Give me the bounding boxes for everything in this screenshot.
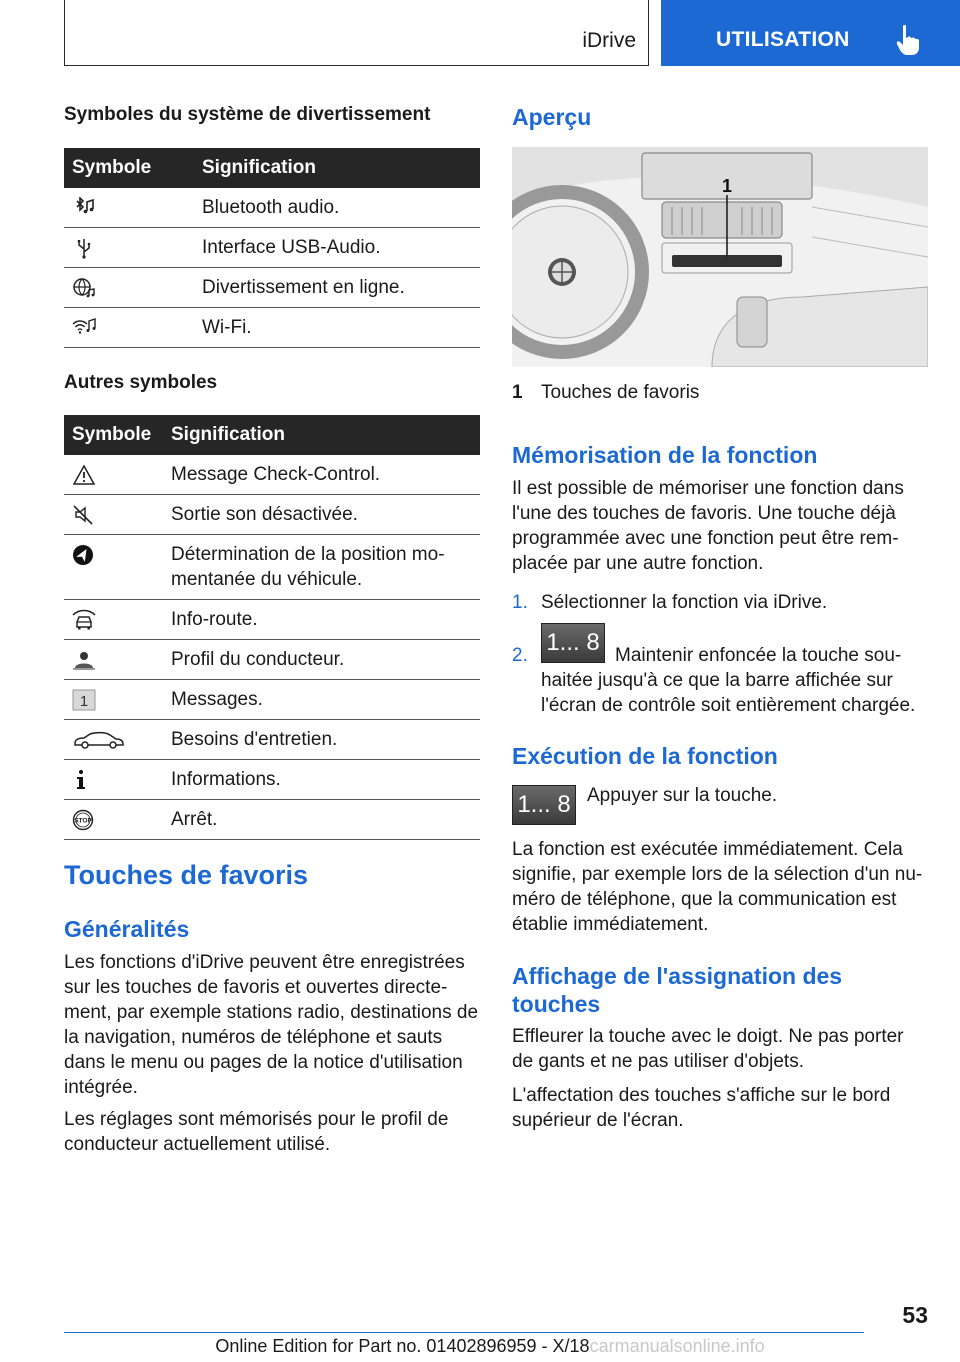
table-row [64, 680, 480, 720]
table-row [64, 535, 480, 600]
table2-row-9-text: Arrêt. [163, 800, 480, 840]
step2-text-rest: haitée jusqu'à ce que la barre affichée sur l'écran de contrôle soit entièrement chargée. [541, 670, 916, 716]
legend-number: 1 [512, 382, 523, 403]
table-row [64, 268, 480, 308]
mute-icon [72, 504, 96, 526]
header-chapter: UTILISATION [716, 28, 850, 51]
overview-heading: Aperçu [512, 104, 592, 130]
table2-row-2-text: Sortie son désactivée. [163, 495, 480, 535]
wifi-music-icon [72, 317, 96, 339]
usb-icon [72, 237, 96, 259]
table1-header-symbol: Symbole [64, 148, 194, 188]
legend-text: Touches de favoris [541, 382, 700, 403]
table2-row-5-text: Profil du conducteur. [163, 640, 480, 680]
table-row [64, 600, 480, 640]
general-paragraph-2: Les réglages sont mémorisés pour le profil de conducteur actuellement utilisé. [64, 1109, 449, 1155]
footer-edition: Online Edition for Part no. 01402896959 - X/18 [215, 1336, 590, 1356]
info-icon [72, 769, 96, 791]
dashboard-illustration [512, 147, 928, 367]
table2-header-meaning: Signification [163, 415, 480, 455]
pointing-hand-icon [895, 24, 921, 56]
step2-number: 2. [512, 645, 528, 666]
table1-row-1-text: Bluetooth audio. [194, 188, 480, 228]
svg-text:1: 1 [79, 692, 89, 710]
execute-paragraph-a: Appuyer sur la touche. [587, 785, 778, 806]
position-icon [72, 544, 96, 566]
svg-text:STOP: STOP [74, 817, 92, 825]
entertainment-symbols-table [64, 148, 480, 348]
other-symbols-table [64, 415, 480, 840]
header-section: iDrive [582, 29, 636, 52]
execute-paragraph-b: La fonction est exécutée immédiatement. Cela signifie, par exemple lors de la sélection d'un nu-méro de téléphone, que la communication est établie immédiatement. [512, 839, 923, 935]
step1-number: 1. [512, 592, 528, 613]
table1-row-4-text: Wi-Fi. [194, 308, 480, 348]
table1-header-meaning: Signification [194, 148, 480, 188]
figure-callout-label: 1 [721, 176, 733, 196]
table-row [64, 308, 480, 348]
table-row [64, 640, 480, 680]
table-row [64, 495, 480, 535]
table1-row-2-text: Interface USB-Audio. [194, 228, 480, 268]
header-section-box [64, 0, 649, 66]
warning-triangle-icon [72, 464, 96, 486]
traffic-info-icon [72, 609, 96, 631]
table2-header-symbol: Symbole [64, 415, 163, 455]
table2-row-1-text: Message Check-Control. [163, 455, 480, 495]
display-paragraph-2: L'affectation des touches s'affiche sur le bord supérieur de l'écran. [512, 1085, 891, 1131]
table2-row-3-text: Détermination de la position mo-mentanée du véhicule. [163, 535, 480, 600]
table2-title: Autres symboles [64, 372, 218, 393]
table2-row-4-text: Info-route. [163, 600, 480, 640]
table-row [64, 720, 480, 760]
display-paragraph-1: Effleurer la touche avec le doigt. Ne pas porter de gants et ne pas utiliser d'objets. [512, 1026, 904, 1072]
general-heading: Généralités [64, 916, 190, 942]
online-entertainment-icon [72, 277, 96, 299]
favorites-heading: Touches de favoris [64, 860, 309, 890]
page-number: 53 [902, 1302, 928, 1328]
table-row [64, 228, 480, 268]
table1-title: Symboles du système de divertissement [64, 104, 431, 125]
step1-text: Sélectionner la fonction via iDrive. [541, 592, 828, 613]
favorite-key-image: 1... 8 [541, 623, 605, 663]
footer-edition-line [0, 1336, 960, 1357]
favorite-key-image-2: 1... 8 [512, 785, 576, 825]
footer-divider [64, 1332, 864, 1333]
table-row [64, 188, 480, 228]
header-chapter-box [661, 0, 960, 66]
service-car-icon [72, 729, 126, 751]
bluetooth-audio-icon [72, 197, 96, 219]
store-paragraph: Il est possible de mémoriser une fonction dans l'une des touches de favoris. Une touche déjà programmée avec une fonction peut être rem-placée par une autre fonction. [512, 478, 904, 574]
execute-heading: Exécution de la fonction [512, 743, 778, 769]
table-row [64, 800, 480, 840]
messages-icon [72, 689, 96, 711]
table2-row-8-text: Informations. [163, 760, 480, 800]
table-row [64, 760, 480, 800]
footer-watermark: carmanualsonline.info [589, 1336, 765, 1356]
display-heading: Affichage de l'assignation des touches [512, 963, 843, 1017]
table-row [64, 455, 480, 495]
stop-icon [72, 809, 96, 831]
general-paragraph-1: Les fonctions d'iDrive peuvent être enregistrées sur les touches de favoris et ouvertes directe-ment, par exemple stations radio, destinations de la navigation, numéros de téléphone et sauts dans le menu ou pages de la notice d'utilisation intégrée. [64, 952, 479, 1098]
step2-text-first-line: Maintenir enfoncée la touche sou- [615, 645, 902, 666]
driver-profile-icon [72, 649, 96, 671]
table2-row-7-text: Besoins d'entretien. [163, 720, 480, 760]
table2-row-6-text: Messages. [163, 680, 480, 720]
store-heading: Mémorisation de la fonction [512, 442, 818, 468]
table1-row-3-text: Divertissement en ligne. [194, 268, 480, 308]
